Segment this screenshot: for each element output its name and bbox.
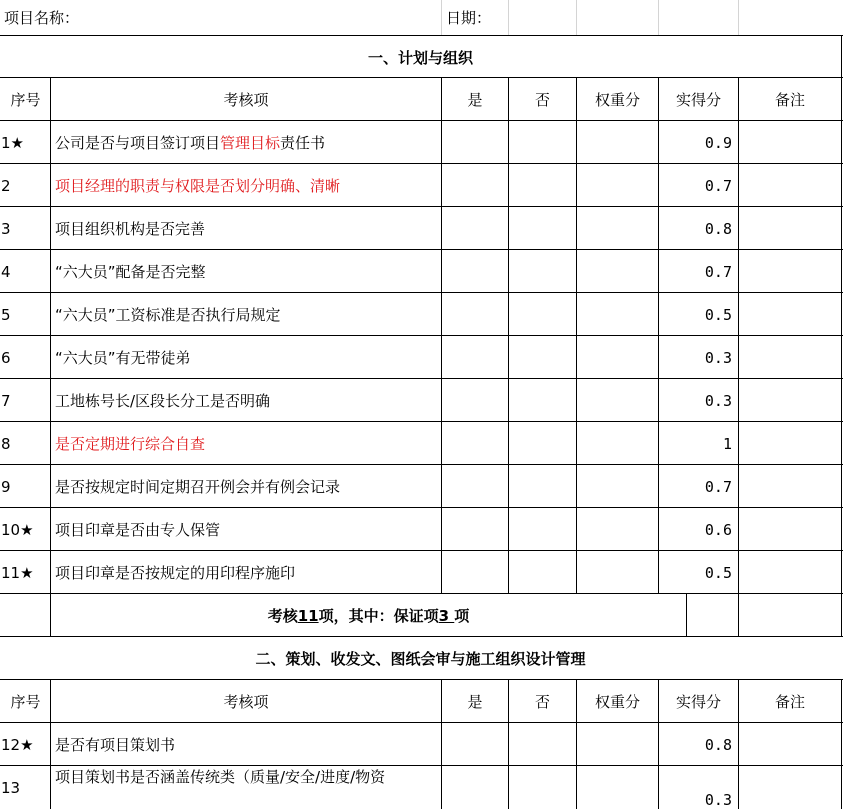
row-number: 13 — [1, 778, 21, 797]
item-text-highlight: 管理目标 — [220, 134, 281, 152]
col-weight: 权重分 — [576, 680, 658, 723]
item-cell — [50, 465, 441, 508]
section-title: 一、计划与组织 — [367, 48, 473, 67]
item-text: “六大员”配备是否完整 — [55, 263, 206, 281]
column-header-row — [0, 679, 843, 723]
score-value: 0.3 — [658, 379, 738, 422]
remark-cell[interactable] — [738, 250, 842, 293]
yes-cell[interactable] — [441, 422, 508, 465]
item-cell — [50, 207, 441, 250]
yes-cell[interactable] — [441, 207, 508, 250]
col-no-answer: 否 — [508, 78, 576, 121]
no-cell[interactable] — [508, 508, 576, 551]
row-number: 9 — [1, 477, 11, 496]
no-cell[interactable] — [508, 121, 576, 164]
weight-cell[interactable] — [576, 551, 658, 594]
no-cell[interactable] — [508, 379, 576, 422]
date-cell-2[interactable] — [576, 0, 658, 35]
row-number: 12★ — [1, 735, 34, 754]
yes-cell[interactable] — [441, 164, 508, 207]
table-row — [0, 765, 843, 809]
item-text: 是否有项目策划书 — [55, 736, 176, 754]
date-cell-3[interactable] — [658, 0, 738, 35]
remark-cell[interactable] — [738, 422, 842, 465]
weight-cell[interactable] — [576, 207, 658, 250]
no-cell[interactable] — [508, 422, 576, 465]
row-number: 11★ — [1, 563, 34, 582]
item-cell — [50, 164, 441, 207]
score-value: 0.7 — [658, 250, 738, 293]
weight-cell[interactable] — [576, 250, 658, 293]
weight-cell[interactable] — [576, 164, 658, 207]
table-row — [0, 163, 843, 207]
col-item: 考核项 — [50, 680, 441, 723]
table-row — [0, 120, 843, 164]
weight-cell[interactable] — [576, 293, 658, 336]
no-cell[interactable] — [508, 551, 576, 594]
remark-cell[interactable] — [738, 465, 842, 508]
row-number: 10★ — [1, 520, 34, 539]
yes-cell[interactable] — [441, 723, 508, 766]
col-remark: 备注 — [738, 78, 842, 121]
remark-cell[interactable] — [738, 723, 842, 766]
item-text: 项目组织机构是否完善 — [55, 220, 206, 238]
section-title-row — [0, 636, 843, 680]
item-text: 是否按规定时间定期召开例会并有例会记录 — [55, 478, 341, 496]
table-row — [0, 722, 843, 766]
no-cell[interactable] — [508, 293, 576, 336]
summary-no — [0, 594, 51, 637]
remark-cell[interactable] — [738, 121, 842, 164]
no-cell[interactable] — [508, 465, 576, 508]
row-number: 1★ — [1, 133, 24, 152]
item-text: “六大员”有无带徒弟 — [55, 349, 191, 367]
score-value: 0.6 — [658, 508, 738, 551]
yes-cell[interactable] — [441, 551, 508, 594]
weight-cell[interactable] — [576, 121, 658, 164]
remark-cell[interactable] — [738, 336, 842, 379]
item-cell — [50, 293, 441, 336]
weight-cell[interactable] — [576, 723, 658, 766]
row-number: 6 — [1, 348, 11, 367]
row-number: 4 — [1, 262, 11, 281]
summary-key-count: 3 — [438, 606, 455, 625]
remark-cell[interactable] — [738, 164, 842, 207]
yes-cell[interactable] — [441, 250, 508, 293]
item-cell — [50, 250, 441, 293]
score-value: 0.7 — [658, 465, 738, 508]
item-cell — [50, 551, 441, 594]
remark-cell[interactable] — [738, 293, 842, 336]
score-value: 0.3 — [658, 766, 738, 809]
weight-cell[interactable] — [576, 379, 658, 422]
table-row — [0, 292, 843, 336]
no-cell[interactable] — [508, 207, 576, 250]
score-value: 0.5 — [658, 551, 738, 594]
row-number: 3 — [1, 219, 11, 238]
weight-cell[interactable] — [576, 508, 658, 551]
row-number: 7 — [1, 391, 11, 410]
row-number: 5 — [1, 305, 11, 324]
item-text: 项目经理的职责与权限是否划分明确、清晰 — [55, 177, 341, 195]
yes-cell[interactable] — [441, 293, 508, 336]
remark-cell[interactable] — [738, 551, 842, 594]
summary-remark[interactable] — [738, 594, 842, 637]
summary-count: 11 — [297, 606, 319, 625]
weight-cell[interactable] — [576, 422, 658, 465]
item-text: “六大员”工资标准是否执行局规定 — [55, 306, 281, 324]
summary-pre: 考核 — [267, 607, 298, 625]
col-no: 序号 — [10, 693, 41, 711]
score-value: 0.5 — [658, 293, 738, 336]
header-row — [0, 0, 843, 35]
item-text-after: 责任书 — [280, 134, 326, 152]
yes-cell[interactable] — [441, 508, 508, 551]
date-cell-4[interactable] — [738, 0, 843, 35]
remark-cell[interactable] — [738, 508, 842, 551]
yes-cell[interactable] — [441, 121, 508, 164]
item-text: 公司是否与项目签订项目 — [55, 134, 221, 152]
score-value: 0.3 — [658, 336, 738, 379]
col-item: 考核项 — [50, 78, 441, 121]
item-text: 项目印章是否由专人保管 — [55, 521, 221, 539]
item-cell — [50, 723, 441, 766]
weight-cell[interactable] — [576, 465, 658, 508]
table-row — [0, 249, 843, 293]
item-text: 项目策划书是否涵盖传统类（质量/安全/进度/物资 — [55, 768, 386, 786]
section-title: 二、策划、收发文、图纸会审与施工组织设计管理 — [255, 650, 586, 668]
yes-cell[interactable] — [441, 379, 508, 422]
remark-cell[interactable] — [738, 207, 842, 250]
col-remark: 备注 — [738, 680, 842, 723]
score-value: 0.8 — [658, 207, 738, 250]
date-label: 日期： — [441, 0, 508, 35]
summary-post: 项 — [454, 607, 470, 625]
col-weight: 权重分 — [576, 78, 658, 121]
col-score: 实得分 — [658, 78, 738, 121]
remark-cell[interactable] — [738, 379, 842, 422]
summary-blank — [686, 594, 738, 637]
no-cell[interactable] — [508, 336, 576, 379]
row-number: 2 — [1, 176, 11, 195]
table-row — [0, 335, 843, 379]
date-cell-1[interactable] — [508, 0, 576, 35]
item-text: 是否定期进行综合自查 — [55, 435, 206, 453]
table-row — [0, 421, 843, 465]
item-cell — [50, 508, 441, 551]
score-value: 0.7 — [658, 164, 738, 207]
col-no: 序号 — [10, 91, 41, 109]
section-title-row — [0, 35, 843, 78]
table-row — [0, 507, 843, 551]
score-value: 0.8 — [658, 723, 738, 766]
project-name-label: 项目名称： — [4, 9, 80, 27]
table-row — [0, 550, 843, 594]
item-cell — [50, 422, 441, 465]
summary-mid: 项，其中：保证项 — [318, 607, 439, 625]
item-text: 项目印章是否按规定的用印程序施印 — [55, 564, 296, 582]
weight-cell[interactable] — [576, 336, 658, 379]
item-cell — [50, 336, 441, 379]
item-cell — [50, 379, 441, 422]
col-yes: 是 — [441, 680, 508, 723]
no-cell[interactable] — [508, 164, 576, 207]
table-row — [0, 464, 843, 508]
row-number: 8 — [1, 434, 11, 453]
summary-text — [50, 594, 686, 637]
table-row — [0, 206, 843, 250]
col-no-answer: 否 — [508, 680, 576, 723]
item-text: 工地栋号长/区段长分工是否明确 — [55, 392, 271, 410]
table-row — [0, 378, 843, 422]
item-cell — [50, 121, 441, 164]
yes-cell[interactable] — [441, 465, 508, 508]
summary-row — [0, 593, 843, 637]
score-value: 0.9 — [658, 121, 738, 164]
col-yes: 是 — [441, 78, 508, 121]
score-value: 1 — [658, 422, 738, 465]
column-header-row — [0, 77, 843, 121]
yes-cell[interactable] — [441, 336, 508, 379]
no-cell[interactable] — [508, 723, 576, 766]
col-score: 实得分 — [658, 680, 738, 723]
no-cell[interactable] — [508, 250, 576, 293]
